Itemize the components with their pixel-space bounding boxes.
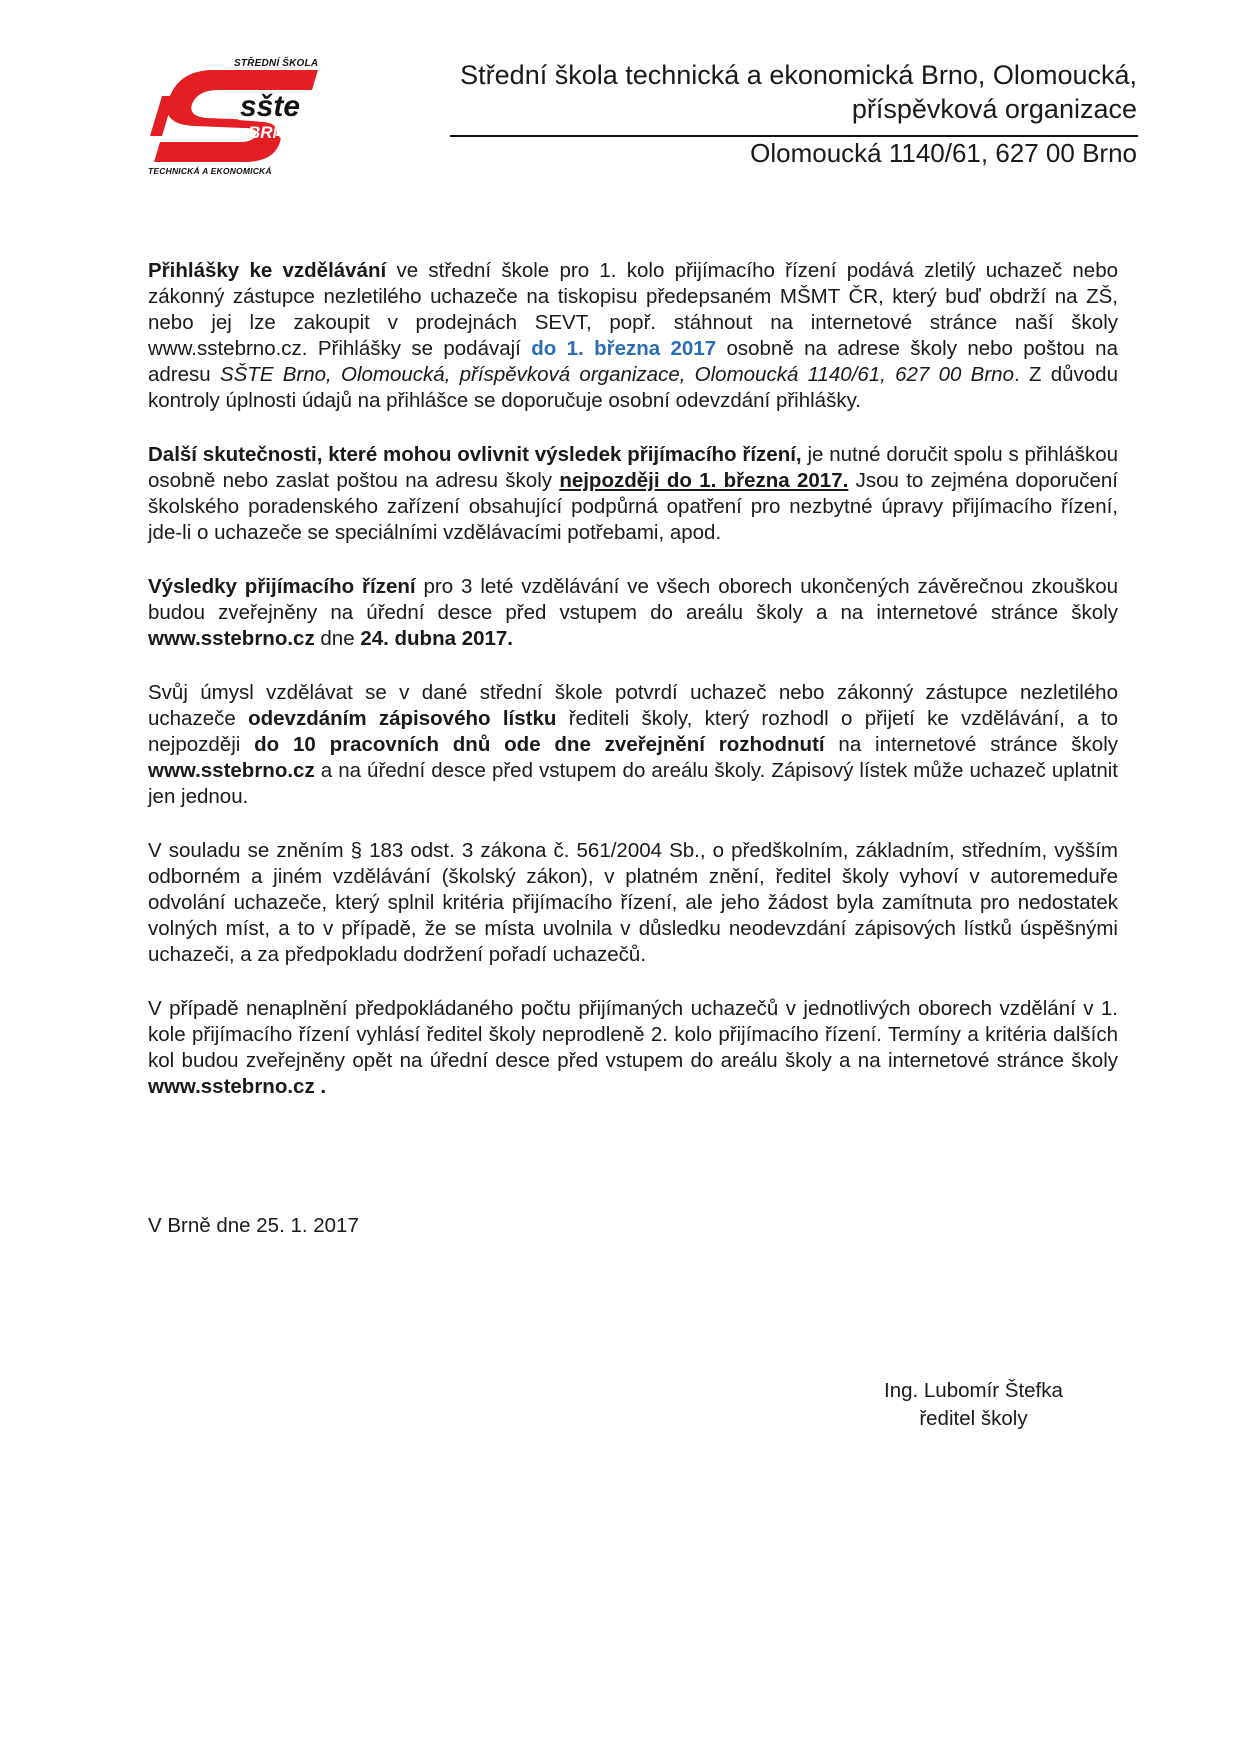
paragraph-text: V souladu se zněním § 183 odst. 3 zákona č. 561/2004 Sb., o předškolním, základním, středním, vyšším odborném a jiném vzdělávání (školský zákon), v platném znění, ředitel školy vyhoví v autoremeduře odvolání uchazeče, který splnil kritéria přijímacího řízení, ale jeho žádost byla zamítnuta pro nedostatek volných míst, a to v případě, že se místa uvolnila v důsledku neodevzdání zápisových lístků úspěšnými uchazeči, a za předpokladu dodržení pořadí uchazečů. bbox=[148, 839, 1118, 966]
signatory-name: Ing. Lubomír Štefka bbox=[884, 1379, 1063, 1402]
paragraph-text: dne bbox=[314, 627, 361, 650]
deadline-highlight: do 1. března 2017 bbox=[531, 337, 717, 360]
paragraph-second-round bbox=[148, 996, 1118, 1100]
school-name-line1: Střední škola technická a ekonomická Brno, Olomoucká, bbox=[460, 60, 1137, 90]
paragraph-enrollment-slip bbox=[148, 680, 1118, 810]
signatory-title: ředitel školy bbox=[919, 1407, 1028, 1430]
applications-heading: Přihlášky ke vzdělávání bbox=[148, 259, 387, 282]
results-date: 24. dubna 2017. bbox=[360, 627, 513, 650]
paragraph-text: ve střední škole pro 1. kolo přijímacího řízení podává zletilý uchazeč nebo zákonný zástupce nezletilého uchazeče na tiskopisu předepsaném MŠMT ČR, který buď obdrží na ZŠ, nebo jej lze zakoupit v prodejnách SEVT, popř. stáhnout na internetové stránce naší školy www.sstebrno.cz. Přihlášky se podávají bbox=[148, 259, 1118, 360]
paragraph-appeals bbox=[148, 838, 1118, 968]
deadline-underlined: nejpozději do 1. března 2017. bbox=[559, 469, 849, 492]
logo-city-text: BRNO bbox=[248, 123, 299, 142]
paragraph-text: na internetové stránce školy bbox=[824, 733, 1118, 756]
date-line: V Brně dne 25. 1. 2017 bbox=[148, 1214, 359, 1237]
school-postal-address: SŠTE Brno, Olomoucká, příspěvková organizace, Olomoucká 1140/61, 627 00 Brno bbox=[219, 363, 1014, 386]
paragraph-results bbox=[148, 574, 1118, 652]
logo-main-text: sšte bbox=[240, 90, 301, 123]
enrollment-slip-emphasis: odevzdáním zápisového lístku bbox=[248, 707, 557, 730]
signature-block bbox=[884, 1377, 1063, 1433]
school-address: Olomoucká 1140/61, 627 00 Brno bbox=[750, 138, 1137, 168]
website-link[interactable]: www.sstebrno.cz bbox=[148, 759, 315, 782]
paragraph-text: V případě nenaplnění předpokládaného počtu přijímaných uchazečů v jednotlivých oborech vzdělání v 1. kole přijímacího řízení vyhlásí ředitel školy neprodleně 2. kolo přijímacího řízení. Termíny a kritéria dalších kol budou zveřejněny opět na úřední desce před vstupem do areálu školy a na internetové stránce školy bbox=[148, 997, 1118, 1072]
school-logo bbox=[148, 58, 323, 178]
logo-bottom-text: TECHNICKÁ A EKONOMICKÁ bbox=[148, 166, 272, 176]
paragraph-text: a na úřední desce před vstupem do areálu školy. Zápisový lístek může uchazeč uplatnit jen jednou. bbox=[148, 759, 1118, 808]
website-link[interactable]: www.sstebrno.cz bbox=[148, 627, 315, 650]
school-name-line2: příspěvková organizace bbox=[851, 94, 1137, 124]
paragraph-text: je nutné doručit spolu s přihláškou osobně nebo zaslat poštou na adresu školy bbox=[148, 443, 1118, 492]
logo-top-text: STŘEDNÍ ŠKOLA bbox=[234, 58, 319, 69]
other-facts-heading: Další skutečnosti, které mohou ovlivnit výsledek přijímacího řízení, bbox=[148, 443, 802, 466]
website-link[interactable]: www.sstebrno.cz . bbox=[148, 1075, 327, 1098]
paragraph-text: Svůj úmysl vzdělávat se v dané střední škole potvrdí uchazeč nebo zákonný zástupce nezletilého uchazeče bbox=[148, 681, 1118, 730]
school-name bbox=[377, 58, 1137, 126]
letter-body bbox=[148, 258, 1118, 1128]
results-heading: Výsledky přijímacího řízení bbox=[148, 575, 416, 598]
paragraph-other-facts bbox=[148, 442, 1118, 546]
paragraph-text: řediteli školy, který rozhodl o přijetí ke vzdělávání, a to nejpozději bbox=[148, 707, 1119, 756]
enrollment-deadline: do 10 pracovních dnů ode dne zveřejnění rozhodnutí bbox=[254, 733, 825, 756]
paragraph-text: . Z důvodu kontroly úplnosti údajů na přihlášce se doporučuje osobní odevzdání přihlášky. bbox=[148, 363, 1118, 412]
paragraph-text: osobně na adrese školy nebo poštou na adresu bbox=[148, 337, 1118, 386]
paragraph-text: pro 3 leté vzdělávání ve všech oborech ukončených závěrečnou zkouškou budou zveřejněny na úřední desce před vstupem do areálu školy a na internetové stránce školy bbox=[148, 575, 1119, 624]
logo-emblem bbox=[148, 66, 323, 166]
paragraph-text: Jsou to zejména doporučení školského poradenského zařízení obsahující podpůrná opatření pro nezbytné úpravy přijímacího řízení, jde-li o uchazeče se speciálními vzdělávacími potřebami, apod. bbox=[148, 469, 1118, 544]
paragraph-applications bbox=[148, 258, 1118, 414]
